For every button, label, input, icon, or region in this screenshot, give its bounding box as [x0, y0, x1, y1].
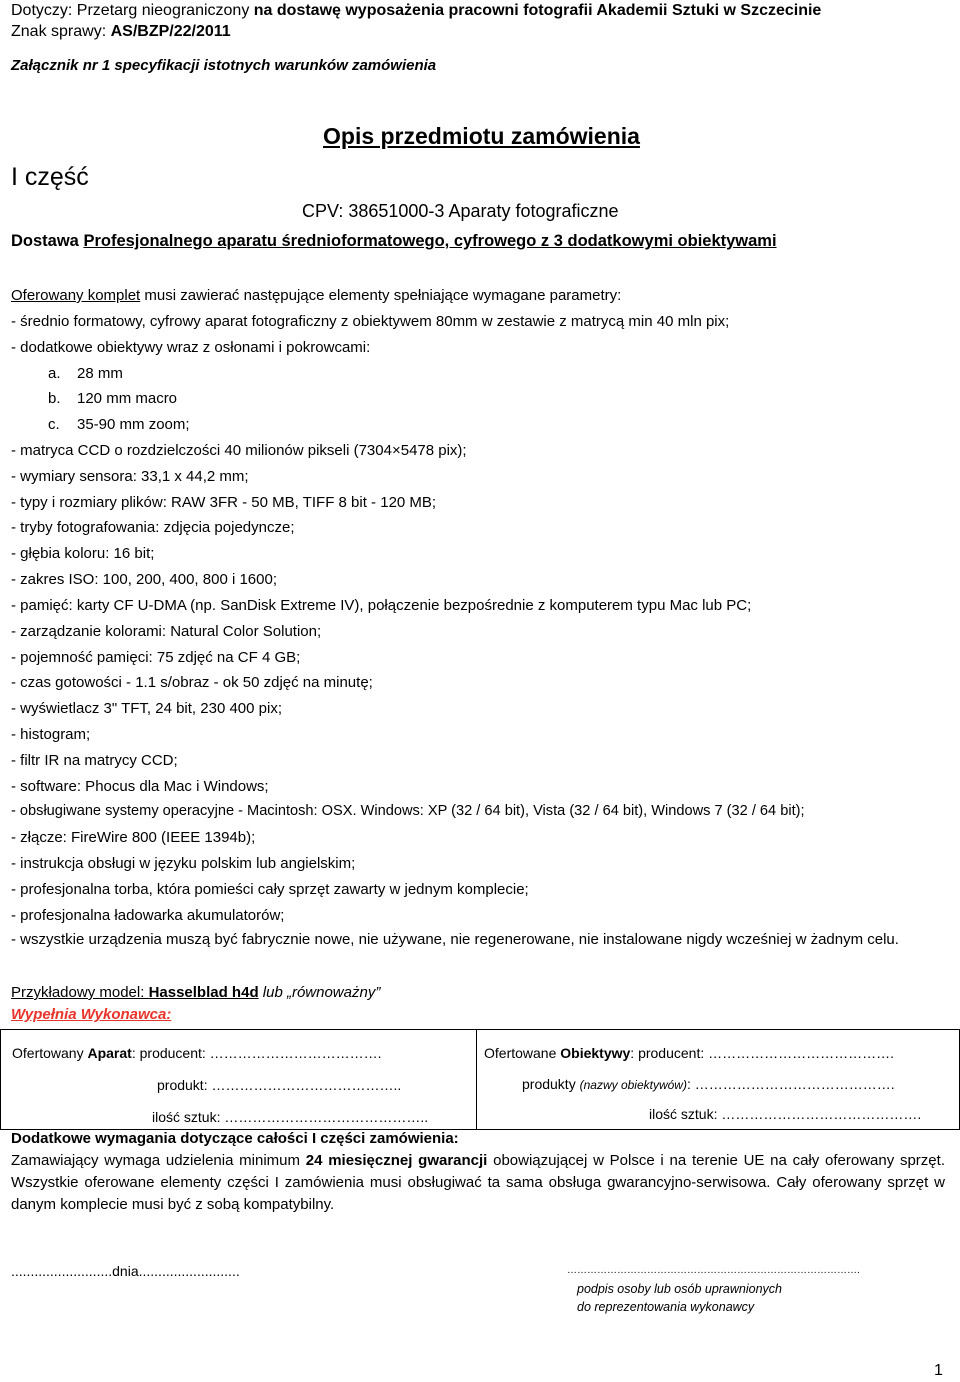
part-label: I część	[11, 163, 89, 191]
intro-rest: musi zawierać następujące elementy spełniające wymagane parametry:	[140, 287, 622, 304]
spec-line: - tryby fotografowania: zdjęcia pojedyncze;	[11, 519, 295, 536]
intro-line	[11, 287, 621, 304]
spec-line: - wymiary sensora: 33,1 x 44,2 mm;	[11, 468, 249, 485]
lens-item	[48, 416, 190, 433]
spec-line: - profesjonalna ładowarka akumulatorów;	[11, 907, 285, 924]
spec-line: - obsługiwane systemy operacyjne - Macintosh: OSX. Windows: XP (32 / 64 bit), Vista (32 / 64 bit), Windows 7 (32 / 64 bit);	[11, 803, 805, 819]
spec-line: - dodatkowe obiektywy wraz z osłonami i pokrowcami:	[11, 339, 371, 356]
delivery-title	[11, 232, 777, 251]
lens-qty-field[interactable]: ilość sztuk: …………………………………….	[649, 1106, 922, 1122]
header-case-bold: AS/BZP/22/2011	[110, 23, 231, 40]
contractor-fill-label: Wypełnia Wykonawca:	[11, 1006, 172, 1023]
example-model	[11, 984, 380, 1001]
spec-line: - zarządzanie kolorami: Natural Color Solution;	[11, 623, 322, 640]
spec-line: - pamięć: karty CF U-DMA (np. SanDisk Extreme IV), połączenie bezpośrednie z komputerem typu Mac lub PC;	[11, 597, 752, 614]
lens-item	[48, 365, 123, 382]
spec-line: - profesjonalna torba, która pomieści cały sprzęt zawarty w jednym komplecie;	[11, 881, 529, 898]
camera-producer-bold: Aparat	[87, 1045, 132, 1061]
attachment-title: Załącznik nr 1 specyfikacji istotnych warunków zamówienia	[11, 57, 437, 74]
model-equivalent: lub „równoważny”	[258, 984, 381, 1001]
header-case-number	[11, 23, 231, 41]
spec-line: - zakres ISO: 100, 200, 400, 800 i 1600;	[11, 571, 278, 588]
lens-offer-box	[476, 1029, 960, 1130]
additional-after: obowiązującej w Polsce i na terenie UE na cały oferowany sprzęt. Wszystkie oferowane elementy części I zamówienia musi obsługiwać ta sama obsługa gwarancyjno-serwisowa. Cały oferowany sprzęt w danym komplecie musi być z sobą kompatybilny.	[11, 1152, 945, 1213]
date-line: ..........................dnia..........................	[11, 1263, 240, 1279]
spec-line: - typy i rozmiary plików: RAW 3FR - 50 MB, TIFF 8 bit - 120 MB;	[11, 494, 437, 511]
spec-line: - matryca CCD o rozdzielczości 40 milionów pikseli (7304×5478 pix);	[11, 442, 467, 459]
additional-paragraph	[11, 1150, 945, 1216]
delivery-prefix: Dostawa	[11, 232, 84, 250]
spec-line: - software: Phocus dla Mac i Windows;	[11, 778, 269, 795]
delivery-underlined: Profesjonalnego aparatu średnioformatowego, cyfrowego z 3 dodatkowymi obiektywami	[83, 232, 777, 250]
header-subject-prefix: Dotyczy: Przetarg nieograniczony	[11, 2, 254, 19]
camera-product-field[interactable]: produkt: …………………………………..	[157, 1077, 402, 1093]
camera-producer-field[interactable]	[12, 1045, 382, 1061]
lens-letter: c.	[48, 416, 60, 433]
camera-producer-suffix: : producent: ……………………………….	[131, 1045, 382, 1061]
signature-caption-1: podpis osoby lub osób uprawnionych	[577, 1282, 782, 1296]
lens-product-italic: (nazwy obiektywów)	[579, 1078, 687, 1092]
lens-letter: a.	[48, 365, 61, 382]
spec-line: - wyświetlacz 3" TFT, 24 bit, 230 400 pix;	[11, 700, 282, 717]
cpv-code: CPV: 38651000-3 Aparaty fotograficzne	[302, 201, 619, 221]
lens-text: 35-90 mm zoom;	[77, 416, 190, 433]
lens-text: 120 mm macro	[77, 390, 178, 407]
spec-line: - histogram;	[11, 726, 91, 743]
header-subject-bold: na dostawę wyposażenia pracowni fotografii Akademii Sztuki w Szczecinie	[253, 2, 822, 19]
camera-producer-prefix: Ofertowany	[12, 1045, 88, 1061]
signature-caption-2: do reprezentowania wykonawcy	[577, 1300, 755, 1314]
model-name: Hasselblad h4d	[148, 984, 259, 1001]
lens-product-label: produkty	[522, 1076, 580, 1092]
spec-line: - instrukcja obsługi w języku polskim lub angielskim;	[11, 855, 356, 872]
additional-before: Zamawiający wymaga udzielenia minimum	[11, 1152, 306, 1169]
lens-text: 28 mm	[77, 365, 123, 382]
camera-qty-field[interactable]: ilość sztuk: ……………………………………..	[152, 1109, 429, 1125]
camera-offer-box	[0, 1029, 477, 1130]
lens-product-field[interactable]	[522, 1076, 895, 1092]
lens-producer-prefix: Ofertowane	[484, 1045, 561, 1061]
lens-producer-suffix: : producent: ………………………………….	[630, 1045, 895, 1061]
spec-line: - czas gotowości - 1.1 s/obraz - ok 50 zdjęć na minutę;	[11, 674, 373, 691]
header-subject	[11, 2, 821, 20]
lens-producer-bold: Obiektywy	[560, 1045, 631, 1061]
lens-letter: b.	[48, 390, 61, 407]
additional-heading: Dodatkowe wymagania dotyczące całości I części zamówienia:	[11, 1130, 459, 1147]
signature-line: …………………………………………………………………………….	[567, 1265, 860, 1276]
lens-item	[48, 390, 177, 407]
page-number: 1	[934, 1362, 943, 1379]
header-case-prefix: Znak sprawy:	[11, 23, 111, 40]
spec-line: - złącze: FireWire 800 (IEEE 1394b);	[11, 829, 256, 846]
lens-producer-field[interactable]	[484, 1045, 894, 1061]
spec-line: - średnio formatowy, cyfrowy aparat fotograficzny z obiektywem 80mm w zestawie z matrycą min 40 mln pix;	[11, 313, 730, 330]
intro-underlined: Oferowany komplet	[11, 287, 141, 304]
page-title: Opis przedmiotu zamówienia	[323, 123, 640, 149]
lens-product-dots: : …………………………………….	[686, 1076, 895, 1092]
spec-line-last: - wszystkie urządzenia muszą być fabrycznie nowe, nie używane, nie regenerowane, nie instalowane nigdy wcześniej w żadnym celu.	[11, 931, 899, 948]
spec-line: - pojemność pamięci: 75 zdjęć na CF 4 GB;	[11, 649, 301, 666]
spec-line: - głębia koloru: 16 bit;	[11, 545, 155, 562]
spec-line: - filtr IR na matrycy CCD;	[11, 752, 178, 769]
additional-bold: 24 miesięcznej gwarancji	[305, 1152, 488, 1169]
model-label: Przykładowy model:	[11, 984, 149, 1001]
